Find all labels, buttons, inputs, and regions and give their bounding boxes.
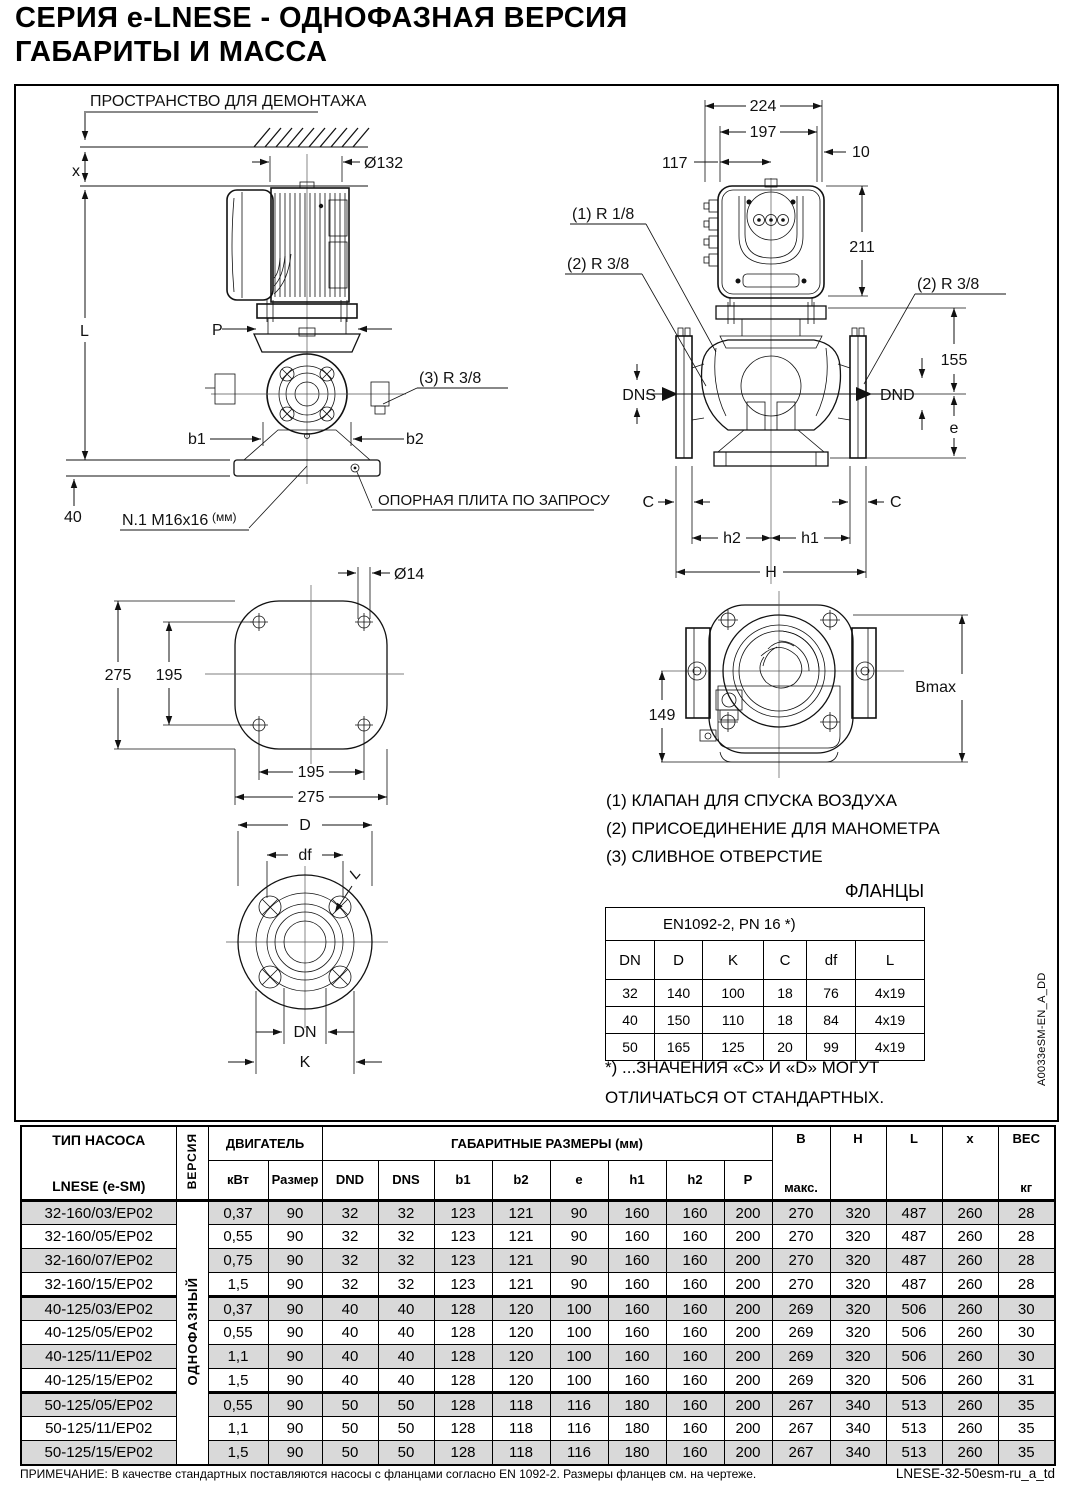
value-cell: 200 — [724, 1321, 772, 1345]
dnd-flow-arrow — [856, 387, 872, 401]
dim-L-bolt-label: L — [346, 865, 365, 883]
pump-type-cell: 32-160/07/EP02 — [21, 1249, 176, 1273]
value-cell: 340 — [830, 1417, 886, 1441]
footer-note: ПРИМЕЧАНИЕ: В качестве стандартных поставляются насосы с фланцами согласно EN 1092-2. Размеры фланцев см. на чертеже. — [20, 1467, 757, 1481]
page-footer — [20, 1466, 1055, 1481]
flange-table-row — [606, 1034, 925, 1061]
value-cell: 320 — [830, 1273, 886, 1297]
header-b: B макс. — [772, 1126, 830, 1201]
value-cell: 260 — [942, 1225, 998, 1249]
value-cell: 120 — [492, 1369, 550, 1393]
value-cell: 40 — [378, 1321, 434, 1345]
dim-117-label: 117 — [662, 155, 688, 172]
value-cell: 0,75 — [208, 1249, 268, 1273]
pump-type-cell: 50-125/15/EP02 — [21, 1441, 176, 1465]
value-cell: 123 — [434, 1249, 492, 1273]
value-cell: 1,5 — [208, 1441, 268, 1465]
value-cell: 50 — [378, 1417, 434, 1441]
value-cell: 160 — [608, 1273, 666, 1297]
page-title — [15, 2, 628, 69]
value-cell: 267 — [772, 1417, 830, 1441]
value-cell: 120 — [492, 1297, 550, 1321]
pump-type-cell: 40-125/11/EP02 — [21, 1345, 176, 1369]
dim-149-label: 149 — [648, 707, 676, 724]
value-cell: 50 — [322, 1393, 378, 1417]
value-cell: 40 — [322, 1369, 378, 1393]
table-row — [21, 1201, 1055, 1225]
pump-type-cell: 50-125/11/EP02 — [21, 1417, 176, 1441]
header-pump-type — [21, 1126, 176, 1201]
dim-bmax-label: Bmax — [915, 679, 956, 696]
value-cell: 32 — [322, 1249, 378, 1273]
value-cell: 160 — [666, 1249, 724, 1273]
value-cell: 35 — [998, 1417, 1055, 1441]
value-cell: 28 — [998, 1201, 1055, 1225]
value-cell: 120 — [492, 1321, 550, 1345]
header-kw: кВт — [208, 1160, 268, 1200]
dim-197-label: 197 — [749, 124, 777, 141]
value-cell: 200 — [724, 1225, 772, 1249]
flange-table-cell: 50 — [606, 1034, 655, 1061]
value-cell: 160 — [666, 1297, 724, 1321]
pump-type-cell: 32-160/03/EP02 — [21, 1201, 176, 1225]
flange-col-l: L — [856, 941, 925, 980]
value-cell: 32 — [322, 1225, 378, 1249]
note-2: (2) ПРИСОЕДИНЕНИЕ ДЛЯ МАНОМЕТРА — [606, 819, 940, 838]
dim-275v-label: 275 — [104, 667, 132, 684]
baseplate-holes — [250, 613, 373, 734]
flange-table-row — [606, 980, 925, 1007]
value-cell: 90 — [268, 1393, 322, 1417]
header-dnd: DND — [322, 1160, 378, 1200]
gauge-note-left-label: (2) R 3/8 — [567, 256, 630, 273]
value-cell: 320 — [830, 1225, 886, 1249]
value-cell: 270 — [772, 1273, 830, 1297]
value-cell: 32 — [322, 1273, 378, 1297]
flange-table-cell: 110 — [703, 1007, 764, 1034]
value-cell: 340 — [830, 1441, 886, 1465]
value-cell: 487 — [886, 1249, 942, 1273]
anchor-note-label: N.1 M16x16 — [122, 512, 209, 529]
value-cell: 180 — [608, 1393, 666, 1417]
value-cell: 160 — [666, 1321, 724, 1345]
value-cell: 121 — [492, 1273, 550, 1297]
flange-view-drawing — [226, 817, 388, 1074]
value-cell: 320 — [830, 1249, 886, 1273]
dim-d14-label: Ø14 — [394, 566, 425, 583]
value-cell: 513 — [886, 1393, 942, 1417]
top-view-drawing — [649, 591, 968, 778]
flange-footnote-line2: ОТЛИЧАТЬСЯ ОТ СТАНДАРТНЫХ. — [605, 1088, 885, 1107]
value-cell: 90 — [268, 1345, 322, 1369]
value-cell: 260 — [942, 1369, 998, 1393]
value-cell: 100 — [550, 1369, 608, 1393]
value-cell: 32 — [322, 1201, 378, 1225]
dim-P-label: P — [212, 322, 223, 339]
flange-col-k: K — [703, 941, 764, 980]
flange-table-cell: 18 — [764, 980, 807, 1007]
value-cell: 35 — [998, 1393, 1055, 1417]
value-cell: 487 — [886, 1273, 942, 1297]
value-cell: 40 — [322, 1297, 378, 1321]
value-cell: 200 — [724, 1249, 772, 1273]
value-cell: 28 — [998, 1225, 1055, 1249]
value-cell: 0,37 — [208, 1201, 268, 1225]
header-b1: b1 — [434, 1160, 492, 1200]
header-l: L — [886, 1126, 942, 1201]
value-cell: 40 — [378, 1297, 434, 1321]
value-cell: 128 — [434, 1297, 492, 1321]
value-cell: 260 — [942, 1321, 998, 1345]
pump-type-cell: 50-125/05/EP02 — [21, 1393, 176, 1417]
value-cell: 123 — [434, 1225, 492, 1249]
header-b2: b2 — [492, 1160, 550, 1200]
dim-e-label: e — [949, 420, 959, 437]
header-dims-group: ГАБАРИТНЫЕ РАЗМЕРЫ (мм) — [322, 1126, 772, 1160]
dim-d132-label: Ø132 — [364, 155, 404, 172]
cable-glands — [704, 200, 718, 266]
dim-L-label: L — [80, 323, 89, 340]
value-cell: 90 — [550, 1249, 608, 1273]
value-cell: 90 — [268, 1201, 322, 1225]
note-1: (1) КЛАПАН ДЛЯ СПУСКА ВОЗДУХА — [606, 791, 897, 810]
value-cell: 487 — [886, 1201, 942, 1225]
dim-275h-label: 275 — [297, 789, 325, 806]
value-cell: 116 — [550, 1417, 608, 1441]
value-cell: 40 — [322, 1321, 378, 1345]
value-cell: 513 — [886, 1417, 942, 1441]
value-cell: 121 — [492, 1225, 550, 1249]
pump-dimensions-table — [20, 1125, 1056, 1466]
value-cell: 506 — [886, 1369, 942, 1393]
value-cell: 1,1 — [208, 1417, 268, 1441]
value-cell: 0,55 — [208, 1225, 268, 1249]
value-cell: 50 — [322, 1441, 378, 1465]
value-cell: 128 — [434, 1393, 492, 1417]
title-line1: СЕРИЯ e-LNESE - ОДНОФАЗНАЯ ВЕРСИЯ — [15, 2, 628, 34]
value-cell: 0,37 — [208, 1297, 268, 1321]
value-cell: 270 — [772, 1225, 830, 1249]
value-cell: 160 — [666, 1393, 724, 1417]
value-cell: 506 — [886, 1297, 942, 1321]
flange-table-cell: 125 — [703, 1034, 764, 1061]
header-motor-group: ДВИГАТЕЛЬ — [208, 1126, 322, 1160]
value-cell: 90 — [268, 1417, 322, 1441]
header-version: ВЕРСИЯ — [176, 1126, 208, 1201]
value-cell: 160 — [608, 1249, 666, 1273]
flange-table-cell: 18 — [764, 1007, 807, 1034]
value-cell: 200 — [724, 1345, 772, 1369]
header-x: x — [942, 1126, 998, 1201]
value-cell: 269 — [772, 1297, 830, 1321]
value-cell: 506 — [886, 1321, 942, 1345]
pump-type-cell: 32-160/15/EP02 — [21, 1273, 176, 1297]
value-cell: 30 — [998, 1297, 1055, 1321]
value-cell: 31 — [998, 1369, 1055, 1393]
dim-H-label: H — [765, 564, 777, 581]
value-cell: 200 — [724, 1201, 772, 1225]
value-cell: 40 — [378, 1345, 434, 1369]
value-cell: 270 — [772, 1249, 830, 1273]
value-cell: 269 — [772, 1345, 830, 1369]
value-cell: 200 — [724, 1297, 772, 1321]
value-cell: 160 — [666, 1201, 724, 1225]
value-cell: 90 — [268, 1321, 322, 1345]
value-cell: 35 — [998, 1441, 1055, 1465]
value-cell: 160 — [666, 1417, 724, 1441]
value-cell: 121 — [492, 1249, 550, 1273]
dim-b2-label: b2 — [406, 431, 424, 448]
value-cell: 267 — [772, 1393, 830, 1417]
value-cell: 90 — [268, 1273, 322, 1297]
flange-col-d: D — [655, 941, 703, 980]
dim-195v-label: 195 — [155, 667, 183, 684]
value-cell: 260 — [942, 1249, 998, 1273]
value-cell: 90 — [268, 1441, 322, 1465]
header-h1: h1 — [608, 1160, 666, 1200]
flange-footnote-line1: *) ...ЗНАЧЕНИЯ «C» И «D» МОГУТ — [605, 1058, 880, 1077]
value-cell: 160 — [608, 1297, 666, 1321]
flange-table-cell: 140 — [655, 980, 703, 1007]
value-cell: 90 — [268, 1297, 322, 1321]
value-cell: 50 — [322, 1417, 378, 1441]
value-cell: 320 — [830, 1321, 886, 1345]
value-cell: 120 — [492, 1345, 550, 1369]
flange-table-cell: 4x19 — [856, 980, 925, 1007]
value-cell: 116 — [550, 1441, 608, 1465]
header-dns: DNS — [378, 1160, 434, 1200]
dnd-label: DND — [880, 387, 915, 404]
dim-c-left-label: C — [642, 494, 654, 511]
value-cell: 200 — [724, 1273, 772, 1297]
value-cell: 123 — [434, 1201, 492, 1225]
value-cell: 121 — [492, 1201, 550, 1225]
header-h: H — [830, 1126, 886, 1201]
flange-table-cell: 84 — [807, 1007, 856, 1034]
value-cell: 100 — [550, 1345, 608, 1369]
dismantling-label: ПРОСТРАНСТВО ДЛЯ ДЕМОНТАЖА — [90, 93, 367, 110]
drawing-area — [14, 84, 1059, 1122]
value-cell: 128 — [434, 1345, 492, 1369]
value-cell: 0,55 — [208, 1321, 268, 1345]
value-cell: 123 — [434, 1273, 492, 1297]
value-cell: 260 — [942, 1273, 998, 1297]
value-cell: 160 — [608, 1225, 666, 1249]
dim-195h-label: 195 — [297, 764, 325, 781]
flange-table-cell: 165 — [655, 1034, 703, 1061]
pump-type-cell: 32-160/05/EP02 — [21, 1225, 176, 1249]
value-cell: 160 — [666, 1273, 724, 1297]
value-cell: 40 — [378, 1369, 434, 1393]
header-p: P — [724, 1160, 772, 1200]
pump-type-cell: 40-125/05/EP02 — [21, 1321, 176, 1345]
value-cell: 269 — [772, 1321, 830, 1345]
pump-table-body — [21, 1201, 1055, 1465]
value-cell: 50 — [378, 1393, 434, 1417]
value-cell: 30 — [998, 1321, 1055, 1345]
value-cell: 90 — [268, 1249, 322, 1273]
value-cell: 28 — [998, 1273, 1055, 1297]
flange-table-cell: 4x19 — [856, 1007, 925, 1034]
value-cell: 260 — [942, 1393, 998, 1417]
value-cell: 32 — [378, 1225, 434, 1249]
value-cell: 160 — [608, 1345, 666, 1369]
value-cell: 160 — [666, 1369, 724, 1393]
value-cell: 160 — [608, 1201, 666, 1225]
value-cell: 320 — [830, 1345, 886, 1369]
dim-h2-label: h2 — [723, 530, 741, 547]
dim-b1-label: b1 — [188, 431, 206, 448]
flange-col-dn: DN — [606, 941, 655, 980]
value-cell: 30 — [998, 1345, 1055, 1369]
value-cell: 128 — [434, 1441, 492, 1465]
value-cell: 160 — [666, 1225, 724, 1249]
value-cell: 180 — [608, 1417, 666, 1441]
flange-col-df: df — [807, 941, 856, 980]
version-cell: ОДНОФАЗНЫЙ — [176, 1201, 208, 1465]
value-cell: 100 — [550, 1321, 608, 1345]
pump-type-cell: 40-125/03/EP02 — [21, 1297, 176, 1321]
dim-DN-label: DN — [293, 1024, 317, 1041]
value-cell: 116 — [550, 1393, 608, 1417]
value-cell: 160 — [608, 1321, 666, 1345]
value-cell: 506 — [886, 1345, 942, 1369]
drawing-code-vertical: A0033eSM-EN_A_DD — [1036, 972, 1048, 1086]
flange-table-body — [606, 980, 925, 1061]
value-cell: 118 — [492, 1417, 550, 1441]
vent-note-label: (1) R 1/8 — [572, 206, 635, 223]
value-cell: 118 — [492, 1393, 550, 1417]
value-cell: 260 — [942, 1417, 998, 1441]
drain-note-label: (3) R 3/8 — [419, 370, 482, 387]
value-cell: 90 — [550, 1201, 608, 1225]
value-cell: 0,55 — [208, 1393, 268, 1417]
header-weight: ВЕС кг — [998, 1126, 1055, 1201]
flange-table-cell: 100 — [703, 980, 764, 1007]
dim-224-label: 224 — [749, 98, 777, 115]
flange-table-cell: 32 — [606, 980, 655, 1007]
value-cell: 32 — [378, 1201, 434, 1225]
dns-label: DNS — [622, 387, 656, 404]
dim-10-label: 10 — [852, 144, 870, 161]
dim-c-right-label: C — [890, 494, 902, 511]
flange-table-cell: 150 — [655, 1007, 703, 1034]
value-cell: 260 — [942, 1201, 998, 1225]
value-cell: 90 — [550, 1273, 608, 1297]
value-cell: 90 — [550, 1225, 608, 1249]
flange-table-cell: 76 — [807, 980, 856, 1007]
value-cell: 128 — [434, 1321, 492, 1345]
value-cell: 200 — [724, 1393, 772, 1417]
value-cell: 320 — [830, 1297, 886, 1321]
value-cell: 1,5 — [208, 1273, 268, 1297]
title-line2: ГАБАРИТЫ И МАССА — [15, 35, 328, 68]
dim-D-label: D — [299, 817, 311, 834]
value-cell: 128 — [434, 1417, 492, 1441]
flange-table-standard: EN1092-2, PN 16 *) — [606, 908, 925, 941]
flange-table — [605, 907, 925, 1061]
value-cell: 1,1 — [208, 1345, 268, 1369]
value-cell: 267 — [772, 1441, 830, 1465]
value-cell: 100 — [550, 1297, 608, 1321]
value-cell: 32 — [378, 1273, 434, 1297]
value-cell: 50 — [378, 1441, 434, 1465]
value-cell: 28 — [998, 1249, 1055, 1273]
flange-table-cell: 4x19 — [856, 1034, 925, 1061]
value-cell: 90 — [268, 1369, 322, 1393]
value-cell: 487 — [886, 1225, 942, 1249]
flanges-heading: ФЛАНЦЫ — [844, 881, 924, 901]
anchor-unit-label: (мм) — [212, 510, 237, 524]
value-cell: 128 — [434, 1369, 492, 1393]
value-cell: 513 — [886, 1441, 942, 1465]
flange-table-cell: 20 — [764, 1034, 807, 1061]
value-cell: 160 — [666, 1441, 724, 1465]
side-view-drawing — [64, 93, 610, 530]
footer-doc-code: LNESE-32-50esm-ru_a_td — [895, 1466, 1055, 1481]
value-cell: 260 — [942, 1345, 998, 1369]
value-cell: 160 — [666, 1345, 724, 1369]
header-pump-type-sub: LNESE (e-SM) — [52, 1178, 146, 1194]
value-cell: 118 — [492, 1441, 550, 1465]
value-cell: 340 — [830, 1393, 886, 1417]
dim-h1-label: h1 — [801, 530, 819, 547]
baseplate-note-label: ОПОРНАЯ ПЛИТА ПО ЗАПРОСУ — [378, 492, 610, 509]
header-e: e — [550, 1160, 608, 1200]
flange-table-cell: 40 — [606, 1007, 655, 1034]
dim-155-label: 155 — [940, 352, 968, 369]
value-cell: 260 — [942, 1297, 998, 1321]
value-cell: 32 — [378, 1249, 434, 1273]
value-cell: 200 — [724, 1369, 772, 1393]
value-cell: 200 — [724, 1417, 772, 1441]
note-3: (3) СЛИВНОЕ ОТВЕРСТИЕ — [606, 847, 823, 866]
header-h2: h2 — [666, 1160, 724, 1200]
value-cell: 269 — [772, 1369, 830, 1393]
dim-K-label: K — [299, 1054, 311, 1071]
value-cell: 320 — [830, 1201, 886, 1225]
dim-211-label: 211 — [849, 239, 875, 256]
dim-x-label: x — [72, 163, 80, 180]
flange-table-row — [606, 1007, 925, 1034]
value-cell: 90 — [268, 1225, 322, 1249]
flange-col-c: C — [764, 941, 807, 980]
front-view-drawing — [565, 98, 1006, 584]
value-cell: 270 — [772, 1201, 830, 1225]
dim-40-label: 40 — [64, 509, 82, 526]
value-cell: 40 — [322, 1345, 378, 1369]
header-pump-type-top: ТИП НАСОСА — [52, 1132, 146, 1148]
pump-type-cell: 40-125/15/EP02 — [21, 1369, 176, 1393]
baseplate-view-drawing — [105, 566, 425, 806]
value-cell: 160 — [608, 1369, 666, 1393]
value-cell: 260 — [942, 1441, 998, 1465]
flange-table-cell: 99 — [807, 1034, 856, 1061]
header-size: Размер — [268, 1160, 322, 1200]
value-cell: 1,5 — [208, 1369, 268, 1393]
gauge-note-right-label: (2) R 3/8 — [917, 276, 980, 293]
value-cell: 200 — [724, 1441, 772, 1465]
value-cell: 320 — [830, 1369, 886, 1393]
value-cell: 180 — [608, 1441, 666, 1465]
dim-df-label: df — [298, 847, 312, 864]
